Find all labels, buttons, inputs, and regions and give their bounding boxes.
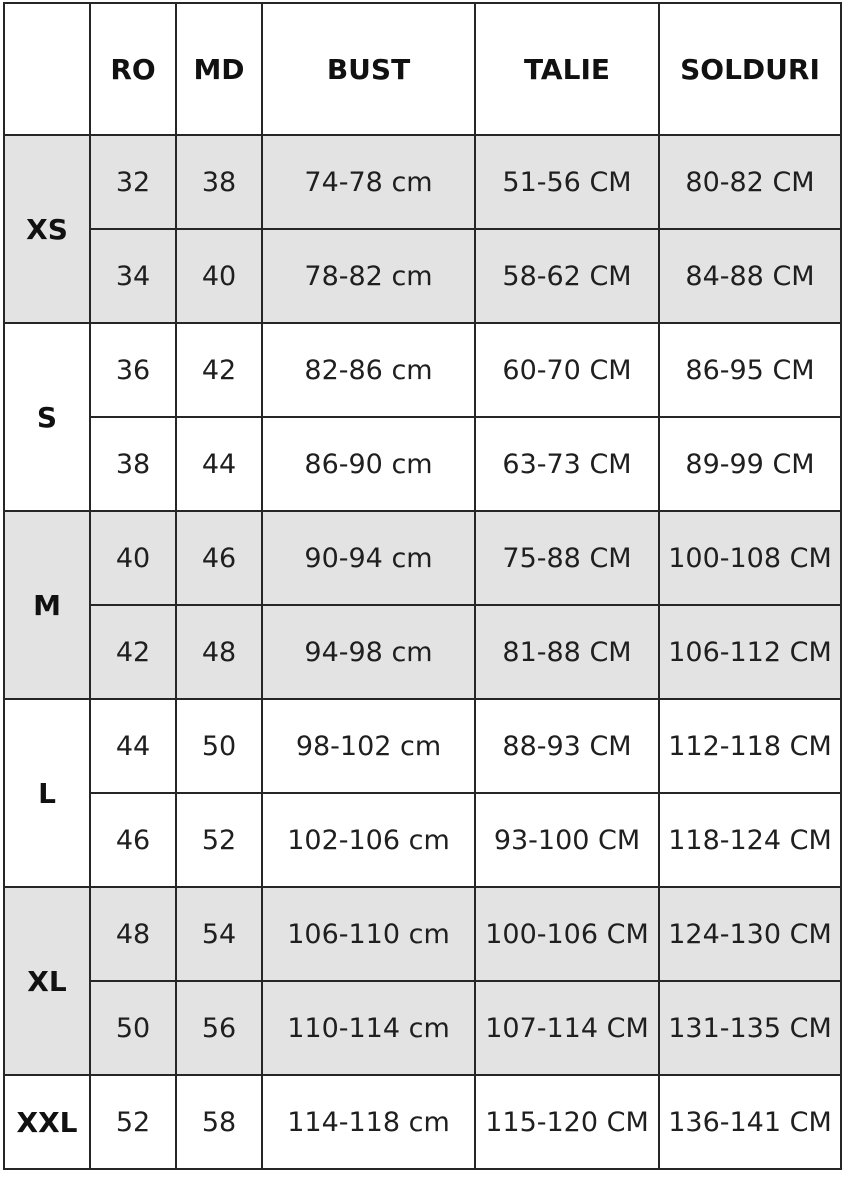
- solduri-cell: 89-99 CM: [659, 417, 841, 511]
- md-cell: 52: [176, 793, 262, 887]
- solduri-cell: 106-112 CM: [659, 605, 841, 699]
- md-cell: 42: [176, 323, 262, 417]
- table-row: [4, 699, 841, 793]
- talie-cell: 107-114 CM: [475, 981, 659, 1075]
- size-label: M: [4, 511, 90, 699]
- ro-cell: 32: [90, 135, 176, 229]
- header-md: MD: [176, 3, 262, 135]
- ro-cell: 34: [90, 229, 176, 323]
- bust-cell: 98-102 cm: [262, 699, 475, 793]
- size-label: XL: [4, 887, 90, 1075]
- bust-cell: 74-78 cm: [262, 135, 475, 229]
- md-cell: 38: [176, 135, 262, 229]
- size-label: S: [4, 323, 90, 511]
- header-bust: BUST: [262, 3, 475, 135]
- talie-cell: 100-106 CM: [475, 887, 659, 981]
- header-talie: TALIE: [475, 3, 659, 135]
- bust-cell: 94-98 cm: [262, 605, 475, 699]
- table-row: [4, 417, 841, 511]
- md-cell: 48: [176, 605, 262, 699]
- bust-cell: 114-118 cm: [262, 1075, 475, 1169]
- talie-cell: 51-56 CM: [475, 135, 659, 229]
- solduri-cell: 84-88 CM: [659, 229, 841, 323]
- solduri-cell: 131-135 CM: [659, 981, 841, 1075]
- size-table: [3, 2, 842, 1170]
- table-row: [4, 1075, 841, 1169]
- md-cell: 56: [176, 981, 262, 1075]
- ro-cell: 42: [90, 605, 176, 699]
- ro-cell: 52: [90, 1075, 176, 1169]
- bust-cell: 86-90 cm: [262, 417, 475, 511]
- table-row: [4, 793, 841, 887]
- ro-cell: 46: [90, 793, 176, 887]
- table-row: [4, 605, 841, 699]
- header-empty: [4, 3, 90, 135]
- header-ro: RO: [90, 3, 176, 135]
- table-row: [4, 135, 841, 229]
- bust-cell: 102-106 cm: [262, 793, 475, 887]
- talie-cell: 58-62 CM: [475, 229, 659, 323]
- bust-cell: 110-114 cm: [262, 981, 475, 1075]
- bust-cell: 106-110 cm: [262, 887, 475, 981]
- solduri-cell: 136-141 CM: [659, 1075, 841, 1169]
- bust-cell: 90-94 cm: [262, 511, 475, 605]
- ro-cell: 48: [90, 887, 176, 981]
- md-cell: 46: [176, 511, 262, 605]
- solduri-cell: 86-95 CM: [659, 323, 841, 417]
- size-label: XS: [4, 135, 90, 323]
- ro-cell: 50: [90, 981, 176, 1075]
- md-cell: 40: [176, 229, 262, 323]
- table-row: [4, 323, 841, 417]
- ro-cell: 40: [90, 511, 176, 605]
- table-row: [4, 229, 841, 323]
- solduri-cell: 112-118 CM: [659, 699, 841, 793]
- table-row: [4, 511, 841, 605]
- solduri-cell: 124-130 CM: [659, 887, 841, 981]
- talie-cell: 115-120 CM: [475, 1075, 659, 1169]
- bust-cell: 82-86 cm: [262, 323, 475, 417]
- size-chart: [3, 2, 842, 1170]
- solduri-cell: 80-82 CM: [659, 135, 841, 229]
- md-cell: 58: [176, 1075, 262, 1169]
- talie-cell: 93-100 CM: [475, 793, 659, 887]
- talie-cell: 63-73 CM: [475, 417, 659, 511]
- bust-cell: 78-82 cm: [262, 229, 475, 323]
- talie-cell: 60-70 CM: [475, 323, 659, 417]
- md-cell: 54: [176, 887, 262, 981]
- header-row: [4, 3, 841, 135]
- md-cell: 50: [176, 699, 262, 793]
- talie-cell: 75-88 CM: [475, 511, 659, 605]
- table-row: [4, 887, 841, 981]
- table-row: [4, 981, 841, 1075]
- header-solduri: SOLDURI: [659, 3, 841, 135]
- size-label: L: [4, 699, 90, 887]
- solduri-cell: 100-108 CM: [659, 511, 841, 605]
- md-cell: 44: [176, 417, 262, 511]
- ro-cell: 38: [90, 417, 176, 511]
- solduri-cell: 118-124 CM: [659, 793, 841, 887]
- size-label: XXL: [4, 1075, 90, 1169]
- talie-cell: 81-88 CM: [475, 605, 659, 699]
- ro-cell: 36: [90, 323, 176, 417]
- ro-cell: 44: [90, 699, 176, 793]
- talie-cell: 88-93 CM: [475, 699, 659, 793]
